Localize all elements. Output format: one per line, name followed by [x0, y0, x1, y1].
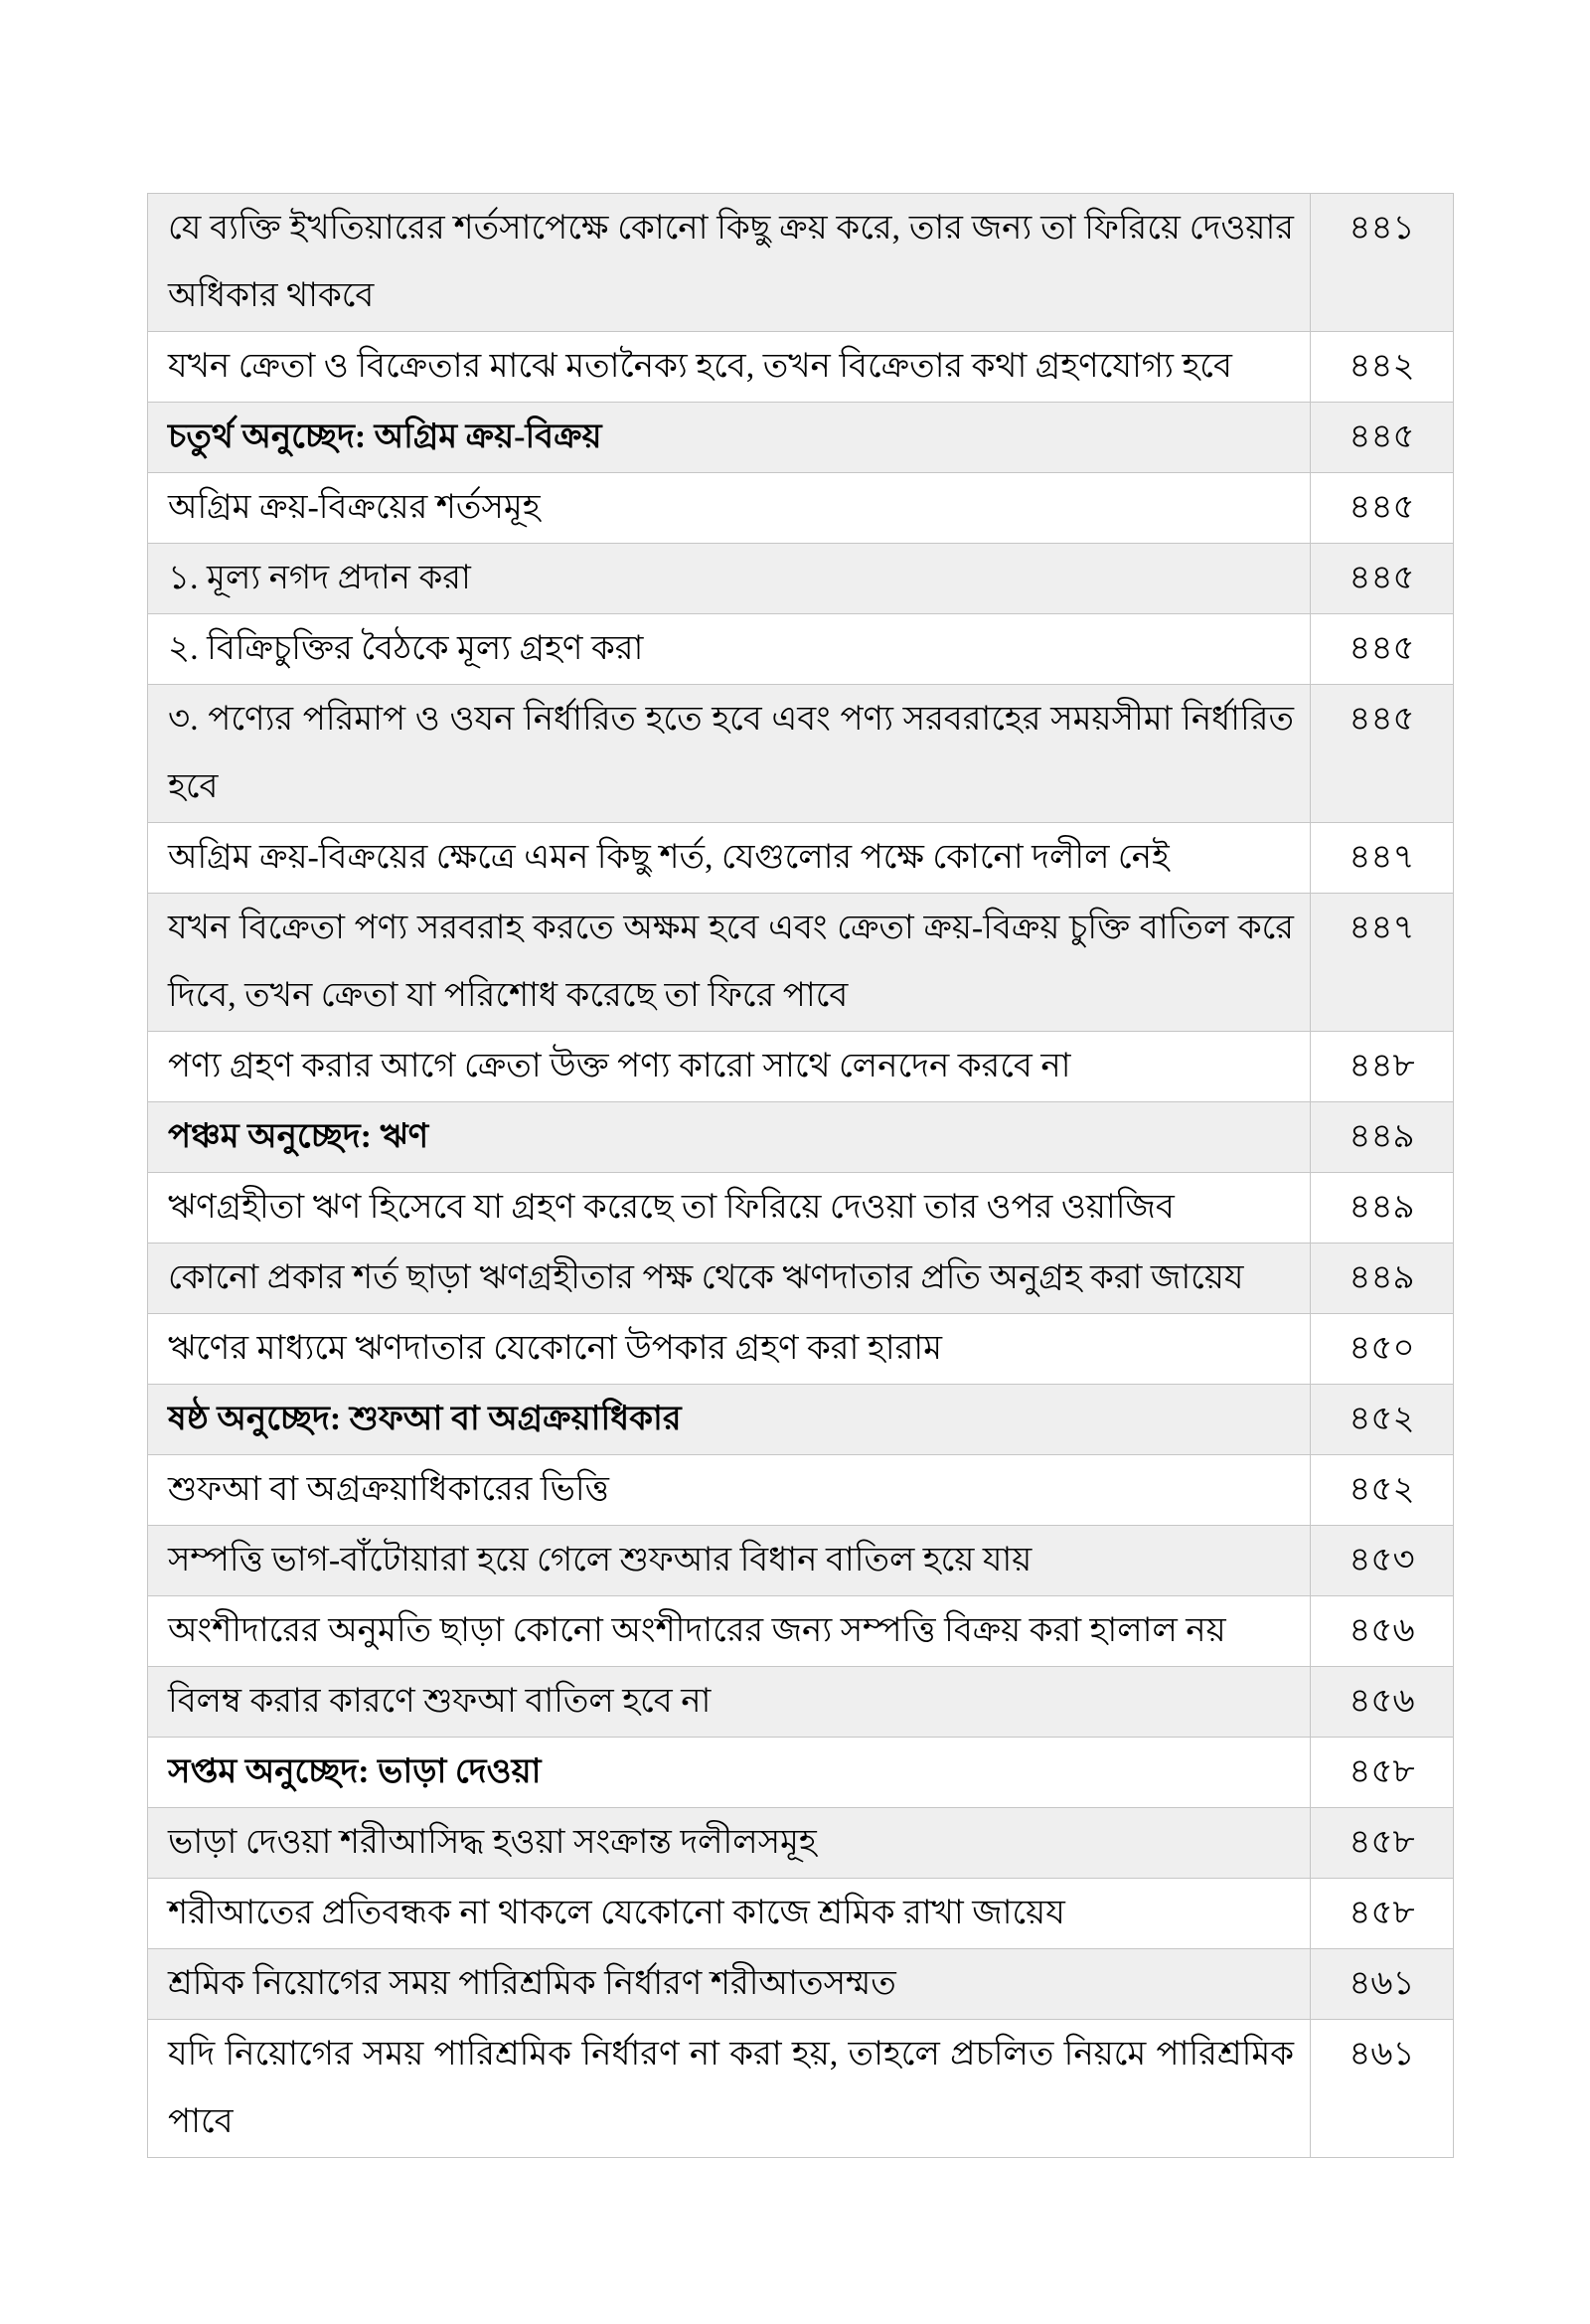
- toc-entry-page: ৪৫৮: [1311, 1808, 1454, 1879]
- toc-entry-title: পণ্য গ্রহণ করার আগে ক্রেতা উক্ত পণ্য কারো সাথে লেনদেন করবে না: [148, 1032, 1311, 1102]
- table-row: [148, 473, 1454, 544]
- table-row: [148, 614, 1454, 685]
- toc-entry-page: ৪৪৮: [1311, 1032, 1454, 1102]
- table-row: [148, 1385, 1454, 1455]
- table-row: [148, 823, 1454, 894]
- toc-entry-title: শরীআতের প্রতিবন্ধক না থাকলে যেকোনো কাজে শ্রমিক রাখা জায়েয: [148, 1879, 1311, 1949]
- toc-entry-page: ৪৫৮: [1311, 1879, 1454, 1949]
- toc-entry-page: ৪৫২: [1311, 1455, 1454, 1526]
- toc-entry-title: ঋণগ্রহীতা ঋণ হিসেবে যা গ্রহণ করেছে তা ফিরিয়ে দেওয়া তার ওপর ওয়াজিব: [148, 1173, 1311, 1244]
- toc-entry-page: ৪৫৮: [1311, 1738, 1454, 1808]
- table-row: [148, 1808, 1454, 1879]
- toc-entry-page: ৪৪২: [1311, 332, 1454, 403]
- table-row: [148, 894, 1454, 1032]
- toc-entry-page: ৪৫০: [1311, 1314, 1454, 1385]
- toc-table-body: [148, 194, 1454, 2158]
- table-row: [148, 403, 1454, 473]
- toc-entry-title: যখন ক্রেতা ও বিক্রেতার মাঝে মতানৈক্য হবে, তখন বিক্রেতার কথা গ্রহণযোগ্য হবে: [148, 332, 1311, 403]
- toc-entry-page: ৪৪৫: [1311, 403, 1454, 473]
- table-row: [148, 1102, 1454, 1173]
- table-row: [148, 1879, 1454, 1949]
- toc-entry-title: ঋণের মাধ্যমে ঋণদাতার যেকোনো উপকার গ্রহণ করা হারাম: [148, 1314, 1311, 1385]
- toc-entry-title: বিলম্ব করার কারণে শুফআ বাতিল হবে না: [148, 1667, 1311, 1738]
- toc-entry-title: ৩. পণ্যের পরিমাপ ও ওযন নির্ধারিত হতে হবে এবং পণ্য সরবরাহের সময়সীমা নির্ধারিত হবে: [148, 685, 1311, 823]
- toc-entry-page: ৪৬১: [1311, 1949, 1454, 2020]
- table-row: [148, 685, 1454, 823]
- toc-entry-title: ভাড়া দেওয়া শরীআসিদ্ধ হওয়া সংক্রান্ত দলীলসমূহ: [148, 1808, 1311, 1879]
- toc-entry-title: শ্রমিক নিয়োগের সময় পারিশ্রমিক নির্ধারণ শরীআতসম্মত: [148, 1949, 1311, 2020]
- toc-entry-page: ৪৫২: [1311, 1385, 1454, 1455]
- toc-entry-title: ২. বিক্রিচুক্তির বৈঠকে মূল্য গ্রহণ করা: [148, 614, 1311, 685]
- table-row: [148, 1455, 1454, 1526]
- toc-entry-title: ষষ্ঠ অনুচ্ছেদ: শুফআ বা অগ্রক্রয়াধিকার: [148, 1385, 1311, 1455]
- toc-entry-page: ৪৫৩: [1311, 1526, 1454, 1596]
- table-row: [148, 1667, 1454, 1738]
- toc-entry-title: পঞ্চম অনুচ্ছেদ: ঋণ: [148, 1102, 1311, 1173]
- table-row: [148, 332, 1454, 403]
- toc-entry-title: কোনো প্রকার শর্ত ছাড়া ঋণগ্রহীতার পক্ষ থেকে ঋণদাতার প্রতি অনুগ্রহ করা জায়েয: [148, 1244, 1311, 1314]
- toc-entry-page: ৪৪১: [1311, 194, 1454, 332]
- toc-entry-title: ১. মূল্য নগদ প্রদান করা: [148, 544, 1311, 614]
- table-row: [148, 1173, 1454, 1244]
- toc-entry-page: ৪৪৫: [1311, 685, 1454, 823]
- table-row: [148, 1526, 1454, 1596]
- toc-entry-page: ৪৪৯: [1311, 1173, 1454, 1244]
- toc-entry-page: ৪৪৭: [1311, 894, 1454, 1032]
- toc-entry-title: অগ্রিম ক্রয়-বিক্রয়ের শর্তসমূহ: [148, 473, 1311, 544]
- toc-entry-page: ৪৪৫: [1311, 614, 1454, 685]
- toc-entry-title: শুফআ বা অগ্রক্রয়াধিকারের ভিত্তি: [148, 1455, 1311, 1526]
- table-row: [148, 1314, 1454, 1385]
- toc-entry-page: ৪৬১: [1311, 2020, 1454, 2158]
- toc-entry-page: ৪৪৯: [1311, 1102, 1454, 1173]
- toc-entry-title: অংশীদারের অনুমতি ছাড়া কোনো অংশীদারের জন্য সম্পত্তি বিক্রয় করা হালাল নয়: [148, 1596, 1311, 1667]
- toc-entry-title: যদি নিয়োগের সময় পারিশ্রমিক নির্ধারণ না করা হয়, তাহলে প্রচলিত নিয়মে পারিশ্রমিক পাবে: [148, 2020, 1311, 2158]
- toc-entry-title: সপ্তম অনুচ্ছেদ: ভাড়া দেওয়া: [148, 1738, 1311, 1808]
- table-row: [148, 2020, 1454, 2158]
- table-row: [148, 1738, 1454, 1808]
- toc-entry-page: ৪৫৬: [1311, 1596, 1454, 1667]
- toc-entry-title: অগ্রিম ক্রয়-বিক্রয়ের ক্ষেত্রে এমন কিছু শর্ত, যেগুলোর পক্ষে কোনো দলীল নেই: [148, 823, 1311, 894]
- table-row: [148, 194, 1454, 332]
- toc-table: [147, 193, 1454, 2158]
- table-row: [148, 1949, 1454, 2020]
- table-row: [148, 1244, 1454, 1314]
- toc-entry-title: যখন বিক্রেতা পণ্য সরবরাহ করতে অক্ষম হবে এবং ক্রেতা ক্রয়-বিক্রয় চুক্তি বাতিল করে দিবে, তখন ক্রেতা যা পরিশোধ করেছে তা ফিরে পাবে: [148, 894, 1311, 1032]
- toc-entry-title: সম্পত্তি ভাগ-বাঁটোয়ারা হয়ে গেলে শুফআর বিধান বাতিল হয়ে যায়: [148, 1526, 1311, 1596]
- toc-entry-title: যে ব্যক্তি ইখতিয়ারের শর্তসাপেক্ষে কোনো কিছু ক্রয় করে, তার জন্য তা ফিরিয়ে দেওয়ার অধিকার থাকবে: [148, 194, 1311, 332]
- table-row: [148, 1032, 1454, 1102]
- table-row: [148, 544, 1454, 614]
- toc-entry-page: ৪৪৫: [1311, 544, 1454, 614]
- toc-entry-page: ৪৫৬: [1311, 1667, 1454, 1738]
- table-row: [148, 1596, 1454, 1667]
- toc-entry-title: চতুর্থ অনুচ্ছেদ: অগ্রিম ক্রয়-বিক্রয়: [148, 403, 1311, 473]
- toc-entry-page: ৪৪৫: [1311, 473, 1454, 544]
- toc-entry-page: ৪৪৭: [1311, 823, 1454, 894]
- toc-entry-page: ৪৪৯: [1311, 1244, 1454, 1314]
